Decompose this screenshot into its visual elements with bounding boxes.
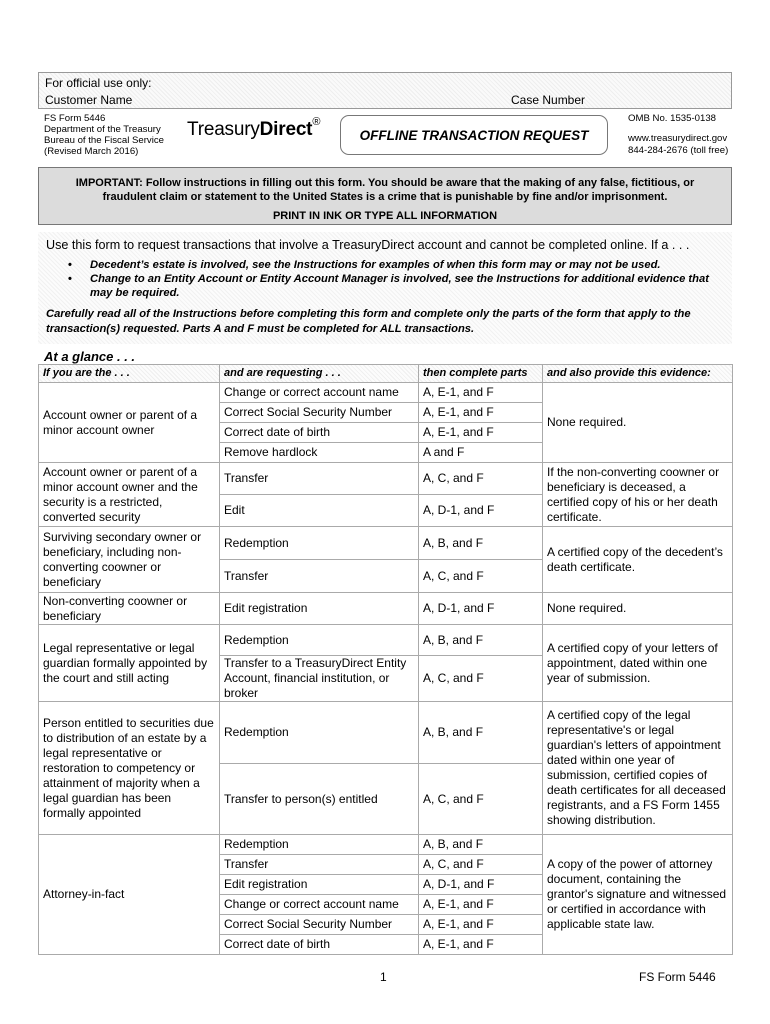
request-cell: Change or correct account name (220, 895, 419, 915)
column-header: and also provide this evidence: (543, 365, 733, 383)
print-instruction: PRINT IN INK OR TYPE ALL INFORMATION (272, 210, 498, 222)
form-title: OFFLINE TRANSACTION REQUEST (340, 115, 608, 155)
parts-cell: A, D-1, and F (419, 495, 543, 527)
column-header: If you are the . . . (39, 365, 220, 383)
parts-cell: A, C, and F (419, 560, 543, 593)
parts-cell: A, B, and F (419, 527, 543, 560)
table-header-row (39, 365, 733, 383)
parts-cell: A, E-1, and F (419, 423, 543, 443)
column-header: and are requesting . . . (220, 365, 419, 383)
parts-cell: A, E-1, and F (419, 915, 543, 935)
parts-cell: A, C, and F (419, 764, 543, 835)
bullet-item: • Change to an Entity Account or Entity Account Manager is involved, see the Instructions for additional evidence that may be required. (68, 272, 728, 300)
table-row (39, 593, 733, 625)
requester-cell: Non-converting coowner or beneficiary (39, 593, 220, 625)
evidence-cell: A certified copy of the legal representative's or legal guardian's letters of appointment dated within one year of submission, certified copies of death certificates for all deceased registrants, and a FS Form 1455 showing distribution. (543, 702, 733, 835)
careful-note: Carefully read all of the Instructions before completing this form and complete only the parts of the form that apply to the transaction(s) requested. Parts A and F must be completed for ALL transactions. (46, 308, 691, 335)
requester-cell: Person entitled to securities due to distribution of an estate by a legal representative or restoration to competency or attainment of majority when a legal guardian has been formally appointed (39, 702, 220, 835)
customer-name-label: Customer Name (45, 93, 133, 107)
important-text: IMPORTANT: Follow instructions in filling out this form. You should be aware that the making of any false, fictitious, or fraudulent claim or statement to the United States is a crime that is punishable by fine and/or imprisonment. (75, 177, 695, 203)
request-cell: Remove hardlock (220, 443, 419, 463)
request-cell: Redemption (220, 625, 419, 656)
omb-contact-info (628, 113, 728, 157)
table-row (39, 835, 733, 855)
omb-number: OMB No. 1535-0138 (628, 113, 716, 124)
glance-table (38, 364, 733, 955)
parts-cell: A and F (419, 443, 543, 463)
request-cell: Transfer to person(s) entitled (220, 764, 419, 835)
form-identification (44, 113, 164, 157)
parts-cell: A, B, and F (419, 835, 543, 855)
request-cell: Redemption (220, 702, 419, 764)
bureau-name: Bureau of the Fiscal Service (44, 135, 164, 146)
requester-cell: Legal representative or legal guardian formally appointed by the court and still acting (39, 625, 220, 702)
department-name: Department of the Treasury (44, 124, 161, 135)
website-text: www.treasurydirect.gov (628, 133, 728, 144)
column-header: then complete parts (419, 365, 543, 383)
table-row (39, 702, 733, 764)
official-use-box (38, 72, 732, 108)
evidence-cell: A copy of the power of attorney document, containing the grantor's signature and witnessed or certified in accordance with applicable state law. (543, 835, 733, 955)
request-cell: Edit registration (220, 593, 419, 625)
requester-cell: Surviving secondary owner or beneficiary, including non-converting coowner or beneficiary (39, 527, 220, 593)
request-cell: Transfer (220, 463, 419, 495)
parts-cell: A, E-1, and F (419, 895, 543, 915)
request-cell: Correct Social Security Number (220, 403, 419, 423)
request-cell: Transfer to a TreasuryDirect Entity Account, financial institution, or broker (220, 656, 419, 702)
request-cell: Correct Social Security Number (220, 915, 419, 935)
important-notice (38, 167, 732, 225)
requester-cell: Account owner or parent of a minor account owner (39, 383, 220, 463)
request-cell: Transfer (220, 855, 419, 875)
request-cell: Transfer (220, 560, 419, 593)
parts-cell: A, C, and F (419, 656, 543, 702)
footer-form-number: FS Form 5446 (639, 970, 716, 984)
glance-table-body (39, 383, 733, 955)
revision-date: (Revised March 2016) (44, 146, 139, 157)
request-cell: Edit (220, 495, 419, 527)
parts-cell: A, D-1, and F (419, 875, 543, 895)
form-number: FS Form 5446 (44, 113, 106, 124)
table-row (39, 625, 733, 656)
requester-cell: Attorney-in-fact (39, 835, 220, 955)
parts-cell: A, E-1, and F (419, 383, 543, 403)
parts-cell: A, D-1, and F (419, 593, 543, 625)
request-cell: Change or correct account name (220, 383, 419, 403)
evidence-cell: None required. (543, 383, 733, 463)
table-row (39, 463, 733, 495)
parts-cell: A, E-1, and F (419, 935, 543, 955)
request-cell: Correct date of birth (220, 423, 419, 443)
table-row (39, 527, 733, 560)
parts-cell: A, E-1, and F (419, 403, 543, 423)
parts-cell: A, C, and F (419, 463, 543, 495)
table-row (39, 383, 733, 403)
treasurydirect-logo: TreasuryDirect® (187, 116, 321, 140)
official-use-label: For official use only: (45, 76, 152, 90)
case-number-label: Case Number (511, 93, 586, 107)
evidence-cell: None required. (543, 593, 733, 625)
intro-bullets (68, 258, 728, 300)
request-cell: Redemption (220, 835, 419, 855)
glance-heading: At a glance . . . (44, 349, 136, 364)
request-cell: Correct date of birth (220, 935, 419, 955)
evidence-cell: If the non-converting coowner or beneficiary is deceased, a certified copy of his or her death certificate. (543, 463, 733, 527)
parts-cell: A, B, and F (419, 702, 543, 764)
parts-cell: A, B, and F (419, 625, 543, 656)
intro-section (38, 232, 732, 344)
request-cell: Redemption (220, 527, 419, 560)
requester-cell: Account owner or parent of a minor account owner and the security is a restricted, converted security (39, 463, 220, 527)
phone-number: 844-284-2676 (toll free) (628, 145, 729, 156)
intro-text: Use this form to request transactions that involve a TreasuryDirect account and cannot be completed online. If a . . . (46, 238, 690, 252)
request-cell: Edit registration (220, 875, 419, 895)
page-number: 1 (380, 970, 387, 984)
parts-cell: A, C, and F (419, 855, 543, 875)
bullet-item: • Decedent’s estate is involved, see the Instructions for examples of when this form may or may not be used. (68, 258, 728, 272)
evidence-cell: A certified copy of your letters of appointment, dated within one year of submission. (543, 625, 733, 702)
form-header (38, 108, 732, 166)
evidence-cell: A certified copy of the decedent’s death certificate. (543, 527, 733, 593)
